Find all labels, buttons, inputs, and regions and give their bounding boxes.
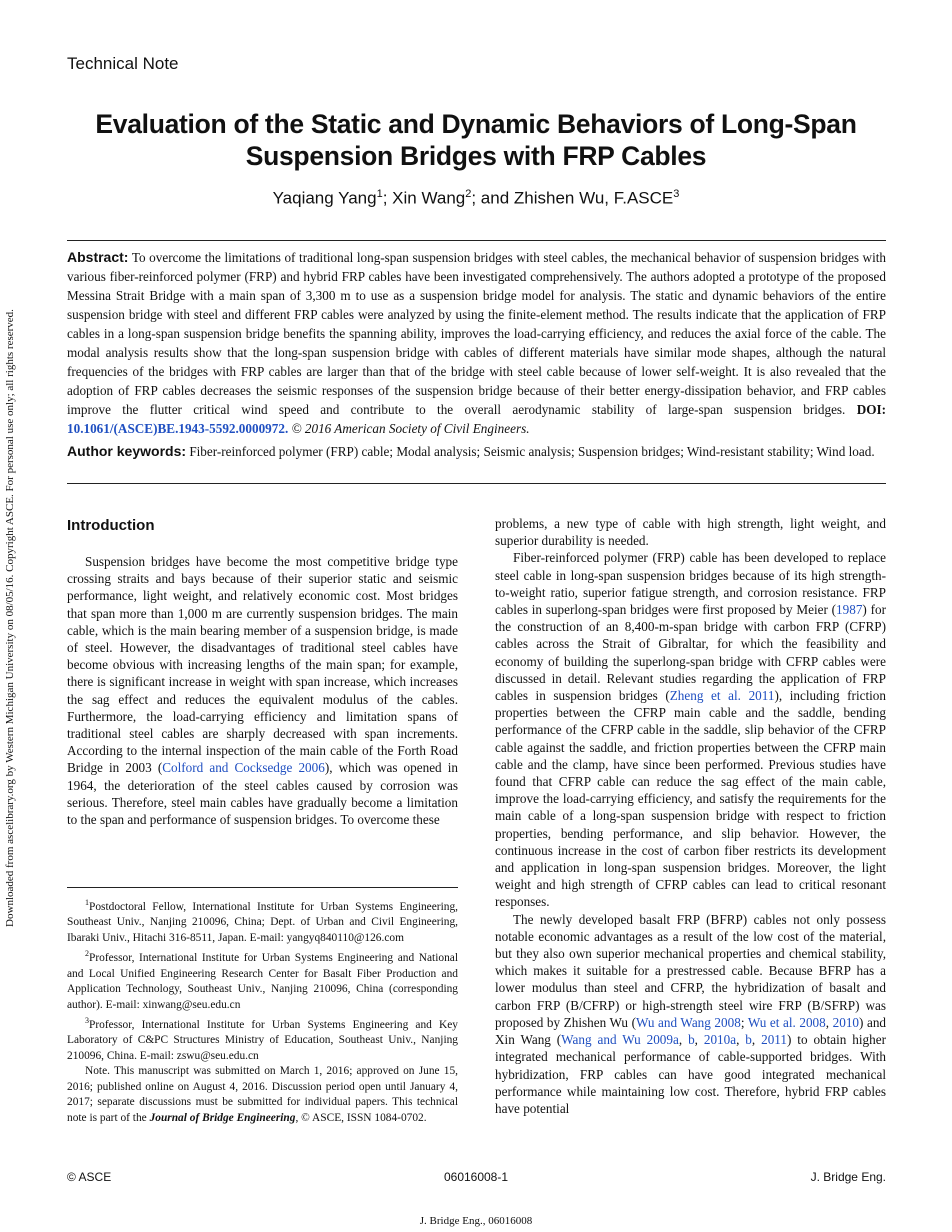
author-keywords (67, 442, 886, 461)
paragraph-text: The newly developed basalt FRP (BFRP) cables not only possess notable economic advantages as a result of the low cost of the material, but they also own superior mechanical properties and chemical stability, which makes it suitable for a prestressed cable. Because BFRP has a lower modulus than steel and CFRP, the hybridization of basalt and carbon FRP (B/CFRP) or high-strength steel wire FRP (B/SFRP) was proposed by Zhishen Wu ( (495, 911, 886, 1030)
separator: , (751, 1032, 762, 1048)
abstract-top-rule (67, 240, 886, 241)
citation-link[interactable]: Wu et al. 2008 (747, 1014, 826, 1030)
bottom-stamp: J. Bridge Eng., 06016008 (419, 1215, 533, 1227)
separator: ; (740, 1014, 748, 1030)
keywords-bottom-rule (67, 483, 886, 484)
author-list (40, 188, 912, 209)
footnote (67, 895, 458, 946)
author-separator: ; (382, 188, 393, 208)
footnote-text: Professor, International Institute for Urban Systems Engineering and Key Laboratory of C&PC Structures Ministry of Education, Southeast Univ., Nanjing 210096, China. E-mail: zswu@seu.edu.cn (67, 1018, 458, 1062)
citation-link[interactable]: Zheng et al. 2011 (669, 688, 775, 704)
paragraph (495, 549, 886, 910)
author-name: Xin Wang (392, 188, 466, 208)
author-name: Zhishen Wu, F.ASCE (513, 188, 674, 208)
copyright-notice: © 2016 American Society of Civil Engineers. (291, 421, 530, 436)
note-text: Note. This manuscript was submitted on March 1, 2016; approved on June 15, 2016; published online on August 4, 2016. Discussion period open until January 4, 2017; separate discussions must be submitted for individual papers. This technical note is part of the (67, 1065, 458, 1124)
paragraph-text: Suspension bridges have become the most competitive bridge type crossing straits and bays because of their superior static and seismic performance, light weight, and relatively economic cost. Most bridges that span more than 1,000 m are currently suspension bridges. The main cable, which is the main bearing member of a suspension bridge, is made of steel. However, the disadvantages of traditional steel cables have become obvious with increasing lengths of the main span; for example, there is significant increase in weight with span increase, which increases the sag effect and reduces the equivalent modulus of the cables. Furthermore, the load-carrying efficiency and limitation spans of traditional steel cables are sharply decreased with span increments. According to the internal inspection of the main cable of the Forth Road Bridge in 2003 ( (67, 554, 458, 776)
abstract (67, 248, 886, 438)
citation-link[interactable]: b (688, 1032, 695, 1048)
paragraph-text: ) and Xin Wang ( (495, 1014, 887, 1048)
manuscript-note (67, 1064, 458, 1126)
paragraph-text: Fiber-reinforced polymer (FRP) cable has been developed to replace steel cable in long-span suspension bridges because of its high strength-to-weight ratio, superior fatigue strength, and corrosion resistance. FRP cables in superlong-span bridges were first proposed by Meier ( (495, 550, 886, 618)
author-affiliation: 2 (465, 188, 472, 200)
separator: , (678, 1032, 689, 1048)
journal-name: Journal of Bridge Engineering (149, 1111, 296, 1124)
keywords-label: Author keywords: (67, 443, 187, 459)
author-affiliation: 1 (376, 188, 383, 200)
footnote-text: Professor, International Institute for Urban Systems Engineering and National and Local Unified Engineering Research Center for Basalt Fiber Production and Application Technology, Southeast Univ., Nanjing 210096, China (corresponding author). E-mail: xinwang@seu.edu.cn (67, 952, 458, 1011)
doi-link[interactable]: 10.1061/(ASCE)BE.1943-5592.0000972. (67, 421, 289, 436)
citation-link[interactable]: Wang and Wu 2009a (561, 1032, 679, 1048)
citation-link[interactable]: b (745, 1032, 752, 1048)
paragraph-text: ), including friction properties between the CFRP main cable and the saddle, bending performance of the CFRP cable in the saddle, slip behavior of the CFRP cable against the saddle, and friction properties between the CFRP main cable and the clamp, have since been performed. Previous studies have found that CFRP cable can reduce the sag effect of the main cable, improve the load-carrying efficiency, and satisfy the requirements for the main cable of a long-span suspension bridge with respect to friction properties, bending performance, and slip behavior. However, the continuous increase in the cost of carbon fiber restricts its development and application in long-span suspension bridges. Moreover, the light weight and high strength of CFRP cables can lead to critical resonant responses. (495, 688, 886, 910)
note-text: , © ASCE, ISSN 1084-0702. (295, 1111, 427, 1124)
citation-link[interactable]: 1987 (836, 602, 863, 618)
doi-label: DOI: (856, 402, 887, 417)
author-separator: ; and (471, 188, 514, 208)
section-heading-introduction: Introduction (67, 517, 155, 534)
note-type-label: Technical Note (67, 54, 179, 73)
footer-journal: J. Bridge Eng. (810, 1170, 886, 1184)
author-affiliation: 3 (673, 188, 680, 200)
citation-link[interactable]: 2010 (832, 1014, 859, 1030)
footnote-marker: 2 (85, 949, 89, 959)
abstract-text: To overcome the limitations of traditional long-span suspension bridges with steel cables, the mechanical behavior of suspension bridges with various fiber-reinforced polymer (FRP) and hybrid FRP cables have been investigated comprehensively. The authors adopted a prototype of the proposed Messina Strait Bridge with a main span of 3,300 m to use as a suspension bridge model for analysis. The static and dynamic behaviors of the entire suspension bridge with steel and different FRP cables were analyzed by using the finite-element method. The results indicate that the application of FRP cables in a long-span suspension bridge benefits the spanning ability, improves the load-carrying efficiency, and reduces the axial force of the cable. The modal analysis results show that the long-span suspension bridge with cables of different materials have similar mode shapes, although the natural frequencies of the bridges with FRP cables are larger than that of the bridge with steel cable because of lower self-weight. It is also revealed that the adoption of FRP cables decreases the seismic responses of the suspension bridge because of their better energy-dissipation behavior, and FRP cables improve the flutter critical wind speed and contribute to the overall aerodynamic stability of large-span suspension bridges. (67, 250, 886, 417)
citation-link[interactable]: Colford and Cocksedge 2006 (162, 760, 325, 776)
footnotes (67, 895, 458, 1126)
side-watermark-text: Downloaded from ascelibrary.org by Western Michigan University on 08/05/16. Copyright ASCE. For personal use only; all rights reserved. (4, 309, 16, 927)
right-column (495, 515, 886, 1117)
footer-page-id: 06016008-1 (443, 1170, 509, 1184)
paragraph-text: ), which was opened in 1964, the deterioration of the steel cables caused by corrosion was serious. Therefore, steel main cables have gradually become a limitation to the span and performance of suspension bridges. To overcome these (67, 760, 458, 828)
separator: , (694, 1032, 704, 1048)
paper-title: Evaluation of the Static and Dynamic Behaviors of Long-Span Suspension Bridges with FRP Cables (95, 109, 857, 171)
paragraph (67, 553, 458, 828)
citation-link[interactable]: 2010a (703, 1032, 737, 1048)
footnote-rule (67, 887, 458, 888)
abstract-label: Abstract: (67, 249, 129, 265)
keywords-text: Fiber-reinforced polymer (FRP) cable; Modal analysis; Seismic analysis; Suspension bridges; Wind-resistant stability; Wind load. (189, 444, 875, 459)
footnote (67, 946, 458, 1013)
footnote-marker: 1 (85, 898, 89, 907)
paragraph-text: ) to obtain higher integrated mechanical performance of cable-supported bridges. With hybridization, FRP cables can have good integrated mechanical performance while maintaining low cost. Therefore, hybrid FRP cables have potential (495, 1032, 886, 1116)
footer-publisher: © ASCE (67, 1170, 112, 1184)
citation-link[interactable]: 2011 (761, 1032, 787, 1048)
separator: , (825, 1014, 833, 1030)
author-name: Yaqiang Yang (272, 188, 377, 208)
separator: , (736, 1032, 746, 1048)
paragraph: problems, a new type of cable with high strength, light weight, and superior durability is needed. (495, 516, 886, 549)
footnote (67, 1013, 458, 1064)
paragraph (495, 911, 886, 1117)
footnote-text: Postdoctoral Fellow, International Institute for Urban Systems Engineering, Southeast Univ., Nanjing 210096, China; Dept. of Urban and Civil Engineering, Ibaraki Univ., Hitachi 316-8511, Japan. E-mail: yangyq840110@126.com (67, 900, 458, 944)
paragraph-text: ) for the construction of an 8,400-m-span bridge with carbon FRP (CFRP) cables across the Strait of Gibraltar, for which the feasibility and economy of building the superlong-span bridge with CFRP cables were discussed in detail. Relevant studies regarding the application of FRP cables in suspension bridges ( (495, 602, 886, 704)
citation-link[interactable]: Wu and Wang 2008 (635, 1014, 741, 1030)
footnote-marker: 3 (85, 1016, 89, 1026)
left-column (67, 553, 458, 828)
